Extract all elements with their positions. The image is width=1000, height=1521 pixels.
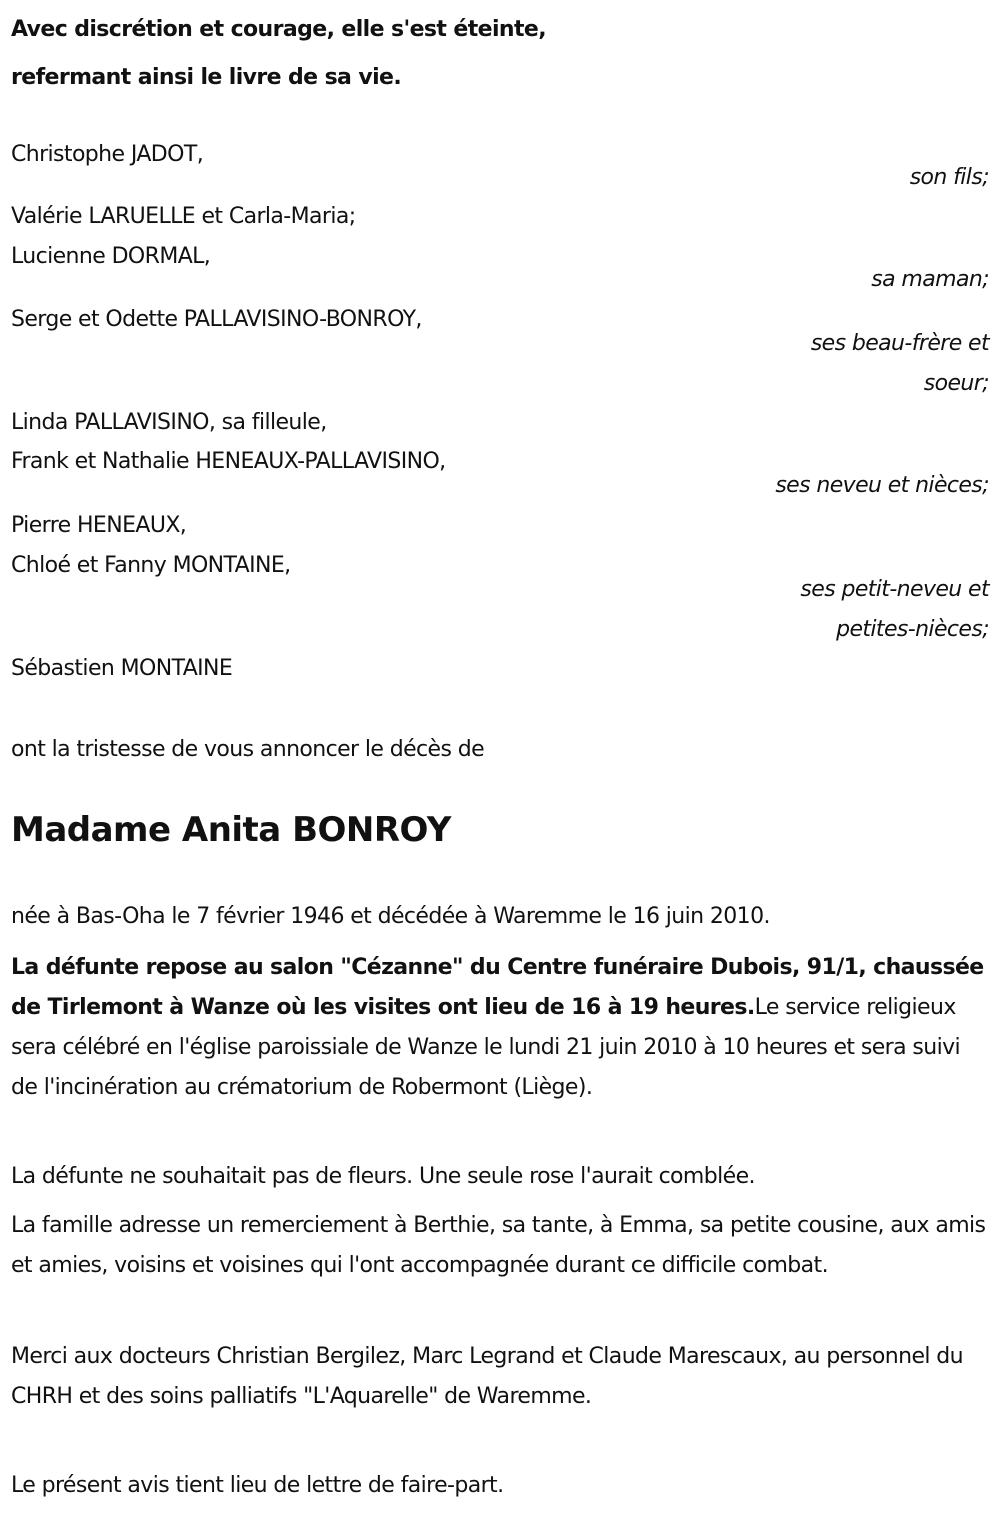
family-member: Linda PALLAVISINO, sa filleule, <box>11 410 327 435</box>
service-info: Le service religieux sera célébré en l'église paroissiale de Wanze le lundi 21 juin 2010 à 10 heures et sera suivi de l'incinération au crématorium de Robermont (Liège). <box>11 995 961 1100</box>
birth-death: née à Bas-Oha le 7 février 1946 et décédée à Waremme le 16 juin 2010. <box>11 904 770 929</box>
relation-label: petites-nièces; <box>836 617 989 642</box>
flowers-note: La défunte ne souhaitait pas de fleurs. Une seule rose l'aurait comblée. <box>11 1164 755 1189</box>
intro-line-1: Avec discrétion et courage, elle s'est éteinte, <box>11 17 546 42</box>
relation-label: son fils; <box>909 165 989 190</box>
announcement: ont la tristesse de vous annoncer le décès de <box>11 737 485 762</box>
thanks-doctors: Merci aux docteurs Christian Bergilez, Marc Legrand et Claude Marescaux, au personnel du CHRH et des soins palliatifs "L'Aquarelle" de Waremme. <box>11 1344 963 1409</box>
funeral-info <box>11 948 991 1108</box>
relation-label: ses petit-neveu et <box>800 577 989 602</box>
deceased-name: Madame Anita BONROY <box>11 810 451 850</box>
family-member: Christophe JADOT, <box>11 142 204 167</box>
relation-label: soeur; <box>923 371 989 396</box>
family-member: Serge et Odette PALLAVISINO-BONROY, <box>11 307 422 332</box>
relation-label: sa maman; <box>871 267 989 292</box>
family-member: Frank et Nathalie HENEAUX-PALLAVISINO, <box>11 449 446 474</box>
family-member: Valérie LARUELLE et Carla-Maria; <box>11 204 356 229</box>
intro-line-2: refermant ainsi le livre de sa vie. <box>11 65 402 90</box>
thanks-family: La famille adresse un remerciement à Berthie, sa tante, à Emma, sa petite cousine, aux amis et amies, voisins et voisines qui l'ont accompagnée durant ce difficile combat. <box>11 1213 986 1278</box>
relation-label: ses beau-frère et <box>810 331 989 356</box>
family-member: Lucienne DORMAL, <box>11 244 211 269</box>
visit-info: La défunte repose au salon "Cézanne" du Centre funéraire Dubois, 91/1, chaussée de Tirlemont à Wanze où les visites ont lieu de 16 à 19 heures. <box>11 955 984 1020</box>
family-member: Pierre HENEAUX, <box>11 513 187 538</box>
relation-label: ses neveu et nièces; <box>775 473 989 498</box>
closing-note: Le présent avis tient lieu de lettre de faire-part. <box>11 1473 504 1498</box>
family-member: Sébastien MONTAINE <box>11 656 233 681</box>
family-member: Chloé et Fanny MONTAINE, <box>11 553 291 578</box>
